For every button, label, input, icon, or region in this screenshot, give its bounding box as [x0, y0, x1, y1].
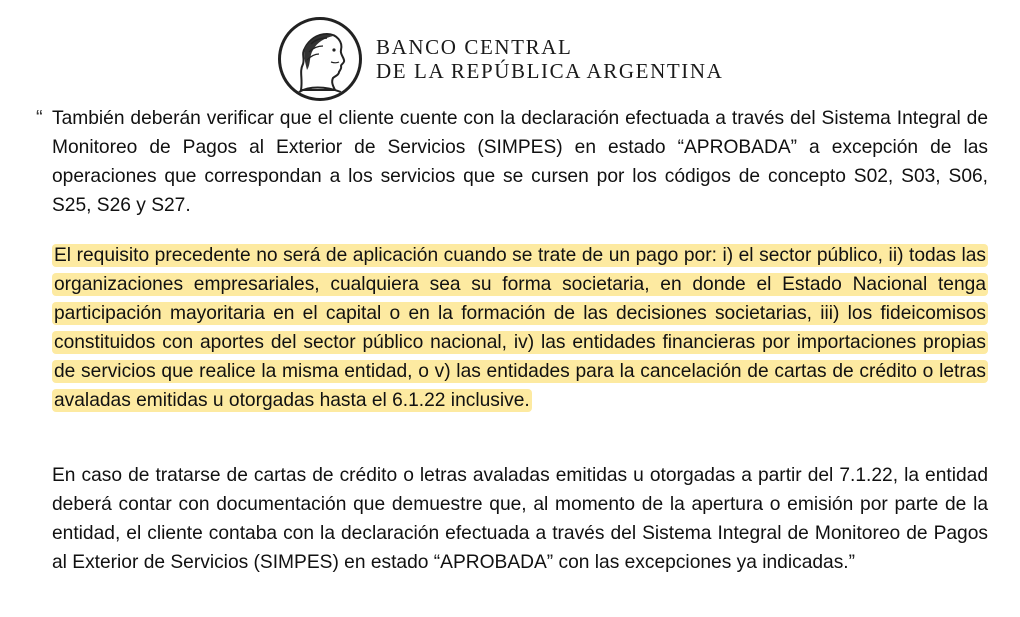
bank-name-line2: DE LA REPÚBLICA ARGENTINA [376, 59, 724, 83]
paragraph-2-highlighted [52, 241, 988, 415]
bank-name [376, 35, 723, 83]
highlighted-text: El requisito precedente no será de aplicación cuando se trate de un pago por: i) el sector público, ii) todas las organizaciones empresariales, cualquiera sea su forma societaria, en donde el Estado Nacional tenga participación mayoritaria en el capital o en la formación de las decisiones societarias, iii) los fideicomisos constituidos con aportes del sector público nacional, iv) las entidades financieras por importaciones propias de servicios que realice la misma entidad, o v) las entidades para la cancelación de cartas de crédito o letras avaladas emitidas u otorgadas hasta el 6.1.22 inclusive. [54, 245, 986, 411]
bcra-seal-logo [278, 17, 362, 101]
opening-quote-mark: “ [36, 107, 43, 129]
paragraph-1: También deberán verificar que el cliente cuente con la declaración efectuada a través del Sistema Integral de Monitoreo de Pagos al Exterior de Servicios (SIMPES) en estado “APROBADA” a excepción de las operaciones que correspondan a los servicios que se cursen por los códigos de concepto S02, S03, S06, S25, S26 y S27. [52, 108, 988, 216]
paragraph-3: En caso de tratarse de cartas de crédito o letras avaladas emitidas u otorgadas a partir del 7.1.22, la entidad deberá contar con documentación que demuestre que, al momento de la apertura o emisión por parte de la entidad, el cliente contaba con la declaración efectuada a través del Sistema Integral de Monitoreo de Pagos al Exterior de Servicios (SIMPES) en estado “APROBADA” con las excepciones ya indicadas.” [52, 465, 988, 573]
bank-name-line1: BANCO CENTRAL [376, 35, 573, 59]
document-header [278, 17, 723, 101]
effigy-profile-icon [281, 20, 359, 98]
